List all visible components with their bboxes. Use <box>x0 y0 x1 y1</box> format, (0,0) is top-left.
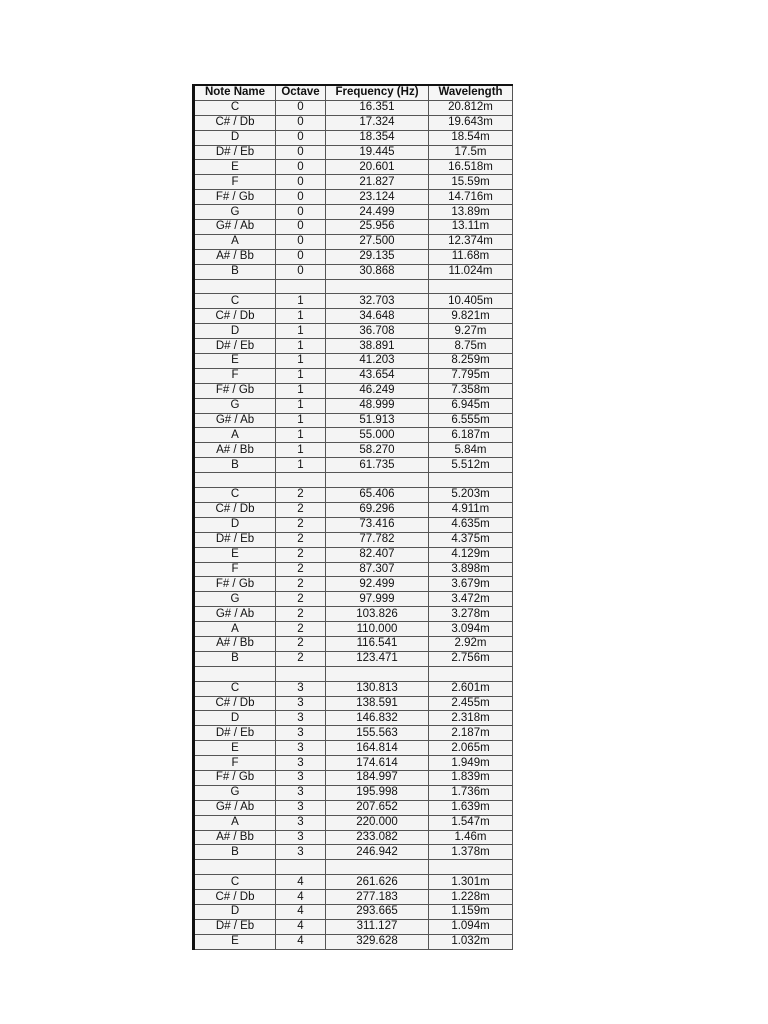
table-row <box>194 413 513 428</box>
octave-cell[interactable]: 0 <box>276 115 326 130</box>
note-name-cell[interactable]: A <box>194 428 276 443</box>
wavelength-cell[interactable]: 15.59m <box>429 175 513 190</box>
frequency-cell[interactable]: 103.826 <box>326 607 429 622</box>
note-name-cell[interactable]: E <box>194 934 276 949</box>
note-name-cell[interactable]: E <box>194 741 276 756</box>
frequency-cell[interactable]: 38.891 <box>326 339 429 354</box>
octave-cell[interactable]: 4 <box>276 919 326 934</box>
frequency-cell[interactable]: 130.813 <box>326 681 429 696</box>
table-row <box>194 145 513 160</box>
table-row <box>194 681 513 696</box>
octave-cell[interactable]: 1 <box>276 339 326 354</box>
octave-cell[interactable]: 3 <box>276 756 326 771</box>
table-row <box>194 562 513 577</box>
note-name-cell[interactable] <box>194 279 276 294</box>
note-name-cell[interactable]: G# / Ab <box>194 607 276 622</box>
octave-cell[interactable]: 3 <box>276 696 326 711</box>
table-row <box>194 428 513 443</box>
note-name-cell[interactable] <box>194 666 276 681</box>
frequency-cell[interactable]: 48.999 <box>326 398 429 413</box>
wavelength-cell[interactable]: 6.187m <box>429 428 513 443</box>
note-name-cell[interactable]: F <box>194 175 276 190</box>
octave-cell[interactable]: 3 <box>276 681 326 696</box>
frequency-cell[interactable]: 116.541 <box>326 636 429 651</box>
table-row <box>194 741 513 756</box>
frequency-cell[interactable]: 25.956 <box>326 220 429 235</box>
wavelength-cell[interactable]: 14.716m <box>429 190 513 205</box>
table-row <box>194 577 513 592</box>
note-name-cell[interactable]: F# / Gb <box>194 577 276 592</box>
frequency-cell[interactable]: 110.000 <box>326 622 429 637</box>
octave-cell[interactable]: 0 <box>276 175 326 190</box>
note-name-cell[interactable]: G# / Ab <box>194 800 276 815</box>
frequency-cell[interactable]: 87.307 <box>326 562 429 577</box>
wavelength-cell[interactable]: 1.301m <box>429 875 513 890</box>
wavelength-cell[interactable]: 4.375m <box>429 532 513 547</box>
octave-cell[interactable]: 1 <box>276 443 326 458</box>
frequency-cell[interactable]: 34.648 <box>326 309 429 324</box>
table-row <box>194 190 513 205</box>
table-row <box>194 651 513 666</box>
wavelength-cell[interactable]: 2.455m <box>429 696 513 711</box>
wavelength-cell[interactable]: 4.129m <box>429 547 513 562</box>
frequency-cell[interactable]: 155.563 <box>326 726 429 741</box>
table-row <box>194 175 513 190</box>
octave-cell[interactable]: 4 <box>276 904 326 919</box>
octave-cell[interactable]: 2 <box>276 517 326 532</box>
note-name-cell[interactable]: A <box>194 234 276 249</box>
octave-cell[interactable]: 2 <box>276 532 326 547</box>
octave-cell[interactable]: 1 <box>276 368 326 383</box>
frequency-cell[interactable]: 21.827 <box>326 175 429 190</box>
note-name-cell[interactable]: D# / Eb <box>194 145 276 160</box>
header-row <box>194 85 513 100</box>
table-row <box>194 354 513 369</box>
note-name-cell[interactable]: F <box>194 368 276 383</box>
note-name-cell[interactable]: C <box>194 294 276 309</box>
wavelength-cell[interactable]: 7.795m <box>429 368 513 383</box>
note-frequency-table <box>192 84 513 950</box>
note-name-cell[interactable] <box>194 473 276 488</box>
frequency-cell[interactable]: 24.499 <box>326 205 429 220</box>
octave-cell[interactable]: 0 <box>276 160 326 175</box>
wavelength-cell[interactable]: 3.472m <box>429 592 513 607</box>
blank-row <box>194 279 513 294</box>
table-row <box>194 592 513 607</box>
note-name-cell[interactable]: C <box>194 681 276 696</box>
octave-cell[interactable]: 1 <box>276 383 326 398</box>
wavelength-cell[interactable]: 1.46m <box>429 830 513 845</box>
note-name-cell[interactable]: A# / Bb <box>194 830 276 845</box>
wavelength-cell[interactable]: 1.839m <box>429 770 513 785</box>
octave-cell[interactable]: 0 <box>276 205 326 220</box>
table-row <box>194 726 513 741</box>
note-name-cell[interactable]: E <box>194 354 276 369</box>
table-row <box>194 130 513 145</box>
note-name-cell[interactable]: A# / Bb <box>194 249 276 264</box>
table-row <box>194 234 513 249</box>
wavelength-cell[interactable]: 2.601m <box>429 681 513 696</box>
note-name-cell[interactable]: C# / Db <box>194 502 276 517</box>
note-name-cell[interactable]: F <box>194 756 276 771</box>
frequency-cell[interactable]: 30.868 <box>326 264 429 279</box>
note-name-cell[interactable]: G <box>194 398 276 413</box>
table-row <box>194 934 513 949</box>
note-name-cell[interactable]: G <box>194 205 276 220</box>
note-name-cell[interactable]: C <box>194 488 276 503</box>
wavelength-cell[interactable]: 13.89m <box>429 205 513 220</box>
frequency-cell[interactable]: 18.354 <box>326 130 429 145</box>
table-row <box>194 502 513 517</box>
wavelength-cell[interactable]: 9.27m <box>429 324 513 339</box>
table-row <box>194 368 513 383</box>
note-name-cell[interactable]: B <box>194 264 276 279</box>
frequency-cell[interactable]: 41.203 <box>326 354 429 369</box>
table-row <box>194 547 513 562</box>
frequency-cell[interactable]: 293.665 <box>326 904 429 919</box>
frequency-cell[interactable]: 69.296 <box>326 502 429 517</box>
octave-cell[interactable]: 0 <box>276 220 326 235</box>
frequency-cell[interactable]: 16.351 <box>326 100 429 115</box>
table-row <box>194 324 513 339</box>
wavelength-cell[interactable]: 5.203m <box>429 488 513 503</box>
note-name-cell[interactable]: F# / Gb <box>194 770 276 785</box>
note-name-cell[interactable]: G <box>194 785 276 800</box>
table-row <box>194 890 513 905</box>
note-name-cell[interactable]: C <box>194 875 276 890</box>
octave-cell[interactable]: 2 <box>276 636 326 651</box>
frequency-cell[interactable]: 277.183 <box>326 890 429 905</box>
note-name-cell[interactable]: G <box>194 592 276 607</box>
table-row <box>194 830 513 845</box>
octave-cell[interactable]: 3 <box>276 785 326 800</box>
wavelength-cell[interactable]: 10.405m <box>429 294 513 309</box>
wavelength-cell[interactable]: 17.5m <box>429 145 513 160</box>
header-note-name[interactable]: Note Name <box>194 85 276 100</box>
note-name-cell[interactable]: A <box>194 815 276 830</box>
note-name-cell[interactable]: D <box>194 711 276 726</box>
octave-cell[interactable]: 2 <box>276 651 326 666</box>
table-row <box>194 904 513 919</box>
wavelength-cell[interactable]: 3.278m <box>429 607 513 622</box>
octave-cell[interactable] <box>276 279 326 294</box>
frequency-cell[interactable]: 261.626 <box>326 875 429 890</box>
frequency-cell[interactable]: 27.500 <box>326 234 429 249</box>
table-row <box>194 488 513 503</box>
octave-cell[interactable]: 2 <box>276 502 326 517</box>
frequency-cell[interactable] <box>326 473 429 488</box>
octave-cell[interactable]: 1 <box>276 354 326 369</box>
note-name-cell[interactable]: A <box>194 622 276 637</box>
table-row <box>194 517 513 532</box>
frequency-cell[interactable]: 65.406 <box>326 488 429 503</box>
octave-cell[interactable]: 0 <box>276 190 326 205</box>
wavelength-cell[interactable]: 5.84m <box>429 443 513 458</box>
note-name-cell[interactable] <box>194 860 276 875</box>
note-name-cell[interactable]: C <box>194 100 276 115</box>
table-row <box>194 115 513 130</box>
table-row <box>194 756 513 771</box>
frequency-cell[interactable]: 184.997 <box>326 770 429 785</box>
table-row <box>194 309 513 324</box>
note-name-cell[interactable]: D# / Eb <box>194 339 276 354</box>
frequency-cell[interactable]: 29.135 <box>326 249 429 264</box>
octave-cell[interactable] <box>276 666 326 681</box>
table-row <box>194 100 513 115</box>
wavelength-cell[interactable]: 8.75m <box>429 339 513 354</box>
octave-cell[interactable]: 3 <box>276 815 326 830</box>
frequency-cell[interactable]: 51.913 <box>326 413 429 428</box>
note-name-cell[interactable]: C# / Db <box>194 309 276 324</box>
blank-row <box>194 666 513 681</box>
note-name-cell[interactable]: E <box>194 160 276 175</box>
wavelength-cell[interactable]: 2.187m <box>429 726 513 741</box>
octave-cell[interactable]: 1 <box>276 458 326 473</box>
wavelength-cell[interactable]: 1.378m <box>429 845 513 860</box>
table-row <box>194 622 513 637</box>
octave-cell[interactable]: 1 <box>276 428 326 443</box>
frequency-cell[interactable]: 138.591 <box>326 696 429 711</box>
header-frequency[interactable]: Frequency (Hz) <box>326 85 429 100</box>
table-row <box>194 383 513 398</box>
wavelength-cell[interactable] <box>429 473 513 488</box>
octave-cell[interactable]: 3 <box>276 800 326 815</box>
wavelength-cell[interactable]: 1.547m <box>429 815 513 830</box>
octave-cell[interactable]: 3 <box>276 770 326 785</box>
octave-cell[interactable]: 3 <box>276 741 326 756</box>
table-row <box>194 607 513 622</box>
note-name-cell[interactable]: B <box>194 458 276 473</box>
wavelength-cell[interactable]: 6.945m <box>429 398 513 413</box>
octave-cell[interactable] <box>276 860 326 875</box>
table-row <box>194 443 513 458</box>
note-name-cell[interactable]: D <box>194 324 276 339</box>
octave-cell[interactable]: 3 <box>276 830 326 845</box>
octave-cell[interactable]: 1 <box>276 413 326 428</box>
wavelength-cell[interactable]: 1.094m <box>429 919 513 934</box>
wavelength-cell[interactable]: 6.555m <box>429 413 513 428</box>
frequency-cell[interactable]: 195.998 <box>326 785 429 800</box>
wavelength-cell[interactable]: 1.228m <box>429 890 513 905</box>
table-row <box>194 800 513 815</box>
table-row <box>194 205 513 220</box>
wavelength-cell[interactable]: 11.024m <box>429 264 513 279</box>
wavelength-cell[interactable]: 2.756m <box>429 651 513 666</box>
wavelength-cell[interactable]: 1.736m <box>429 785 513 800</box>
octave-cell[interactable] <box>276 473 326 488</box>
wavelength-cell[interactable]: 1.949m <box>429 756 513 771</box>
table-body <box>194 100 513 949</box>
frequency-cell[interactable]: 58.270 <box>326 443 429 458</box>
wavelength-cell[interactable]: 7.358m <box>429 383 513 398</box>
octave-cell[interactable]: 2 <box>276 607 326 622</box>
note-name-cell[interactable]: A# / Bb <box>194 443 276 458</box>
table-row <box>194 770 513 785</box>
octave-cell[interactable]: 3 <box>276 845 326 860</box>
note-name-cell[interactable]: C# / Db <box>194 115 276 130</box>
wavelength-cell[interactable]: 2.92m <box>429 636 513 651</box>
octave-cell[interactable]: 0 <box>276 234 326 249</box>
frequency-cell[interactable] <box>326 279 429 294</box>
wavelength-cell[interactable]: 19.643m <box>429 115 513 130</box>
frequency-cell[interactable]: 19.445 <box>326 145 429 160</box>
frequency-cell[interactable]: 246.942 <box>326 845 429 860</box>
octave-cell[interactable]: 4 <box>276 875 326 890</box>
wavelength-cell[interactable]: 12.374m <box>429 234 513 249</box>
note-name-cell[interactable]: D <box>194 517 276 532</box>
frequency-cell[interactable]: 20.601 <box>326 160 429 175</box>
note-name-cell[interactable]: E <box>194 547 276 562</box>
note-name-cell[interactable]: F <box>194 562 276 577</box>
frequency-cell[interactable]: 207.652 <box>326 800 429 815</box>
table-row <box>194 785 513 800</box>
table-row <box>194 711 513 726</box>
note-name-cell[interactable]: D# / Eb <box>194 726 276 741</box>
frequency-cell[interactable]: 46.249 <box>326 383 429 398</box>
octave-cell[interactable]: 4 <box>276 890 326 905</box>
wavelength-cell[interactable]: 11.68m <box>429 249 513 264</box>
table-row <box>194 339 513 354</box>
note-name-cell[interactable]: D# / Eb <box>194 919 276 934</box>
frequency-cell[interactable]: 146.832 <box>326 711 429 726</box>
wavelength-cell[interactable] <box>429 279 513 294</box>
table-row <box>194 845 513 860</box>
octave-cell[interactable]: 1 <box>276 324 326 339</box>
wavelength-cell[interactable]: 1.159m <box>429 904 513 919</box>
note-name-cell[interactable]: C# / Db <box>194 890 276 905</box>
octave-cell[interactable]: 2 <box>276 547 326 562</box>
table-row <box>194 220 513 235</box>
table-row <box>194 696 513 711</box>
octave-cell[interactable]: 2 <box>276 562 326 577</box>
frequency-cell[interactable]: 73.416 <box>326 517 429 532</box>
wavelength-cell[interactable]: 8.259m <box>429 354 513 369</box>
frequency-cell[interactable]: 92.499 <box>326 577 429 592</box>
frequency-cell[interactable]: 329.628 <box>326 934 429 949</box>
frequency-cell[interactable]: 43.654 <box>326 368 429 383</box>
frequency-cell[interactable]: 164.814 <box>326 741 429 756</box>
note-name-cell[interactable]: B <box>194 845 276 860</box>
frequency-cell[interactable]: 23.124 <box>326 190 429 205</box>
octave-cell[interactable]: 0 <box>276 249 326 264</box>
table-row <box>194 458 513 473</box>
frequency-cell[interactable]: 123.471 <box>326 651 429 666</box>
note-name-cell[interactable]: D <box>194 904 276 919</box>
frequency-cell[interactable]: 36.708 <box>326 324 429 339</box>
frequency-cell[interactable]: 32.703 <box>326 294 429 309</box>
wavelength-cell[interactable]: 3.898m <box>429 562 513 577</box>
octave-cell[interactable]: 1 <box>276 294 326 309</box>
octave-cell[interactable]: 0 <box>276 130 326 145</box>
note-name-cell[interactable]: C# / Db <box>194 696 276 711</box>
frequency-cell[interactable]: 311.127 <box>326 919 429 934</box>
octave-cell[interactable]: 1 <box>276 398 326 413</box>
frequency-cell[interactable]: 82.407 <box>326 547 429 562</box>
octave-cell[interactable]: 2 <box>276 592 326 607</box>
octave-cell[interactable]: 0 <box>276 264 326 279</box>
note-name-cell[interactable]: F# / Gb <box>194 383 276 398</box>
wavelength-cell[interactable]: 16.518m <box>429 160 513 175</box>
frequency-cell[interactable]: 61.735 <box>326 458 429 473</box>
octave-cell[interactable]: 3 <box>276 711 326 726</box>
wavelength-cell[interactable] <box>429 860 513 875</box>
table-row <box>194 249 513 264</box>
frequency-cell[interactable]: 77.782 <box>326 532 429 547</box>
wavelength-cell[interactable]: 2.065m <box>429 741 513 756</box>
frequency-cell[interactable]: 55.000 <box>326 428 429 443</box>
wavelength-cell[interactable]: 2.318m <box>429 711 513 726</box>
wavelength-cell[interactable]: 13.11m <box>429 220 513 235</box>
table-row <box>194 919 513 934</box>
wavelength-cell[interactable]: 9.821m <box>429 309 513 324</box>
frequency-cell[interactable]: 220.000 <box>326 815 429 830</box>
table-row <box>194 264 513 279</box>
frequency-cell[interactable]: 174.614 <box>326 756 429 771</box>
wavelength-cell[interactable]: 3.679m <box>429 577 513 592</box>
header-octave[interactable]: Octave <box>276 85 326 100</box>
octave-cell[interactable]: 3 <box>276 726 326 741</box>
table-row <box>194 532 513 547</box>
note-name-cell[interactable]: A# / Bb <box>194 636 276 651</box>
wavelength-cell[interactable] <box>429 666 513 681</box>
note-name-cell[interactable]: D# / Eb <box>194 532 276 547</box>
note-name-cell[interactable]: F# / Gb <box>194 190 276 205</box>
wavelength-cell[interactable]: 20.812m <box>429 100 513 115</box>
table-row <box>194 636 513 651</box>
frequency-cell[interactable] <box>326 666 429 681</box>
note-name-cell[interactable]: B <box>194 651 276 666</box>
octave-cell[interactable]: 0 <box>276 100 326 115</box>
octave-cell[interactable]: 2 <box>276 488 326 503</box>
octave-cell[interactable]: 4 <box>276 934 326 949</box>
octave-cell[interactable]: 2 <box>276 577 326 592</box>
wavelength-cell[interactable]: 3.094m <box>429 622 513 637</box>
octave-cell[interactable]: 0 <box>276 145 326 160</box>
table-row <box>194 160 513 175</box>
wavelength-cell[interactable]: 1.639m <box>429 800 513 815</box>
blank-row <box>194 473 513 488</box>
wavelength-cell[interactable]: 4.911m <box>429 502 513 517</box>
frequency-cell[interactable]: 233.082 <box>326 830 429 845</box>
wavelength-cell[interactable]: 4.635m <box>429 517 513 532</box>
table-row <box>194 875 513 890</box>
header-wavelength[interactable]: Wavelength <box>429 85 513 100</box>
frequency-cell[interactable]: 97.999 <box>326 592 429 607</box>
octave-cell[interactable]: 2 <box>276 622 326 637</box>
note-name-cell[interactable]: D <box>194 130 276 145</box>
table-row <box>194 294 513 309</box>
table-row <box>194 398 513 413</box>
blank-row <box>194 860 513 875</box>
note-name-cell[interactable]: G# / Ab <box>194 413 276 428</box>
table-row <box>194 815 513 830</box>
wavelength-cell[interactable]: 5.512m <box>429 458 513 473</box>
note-name-cell[interactable]: G# / Ab <box>194 220 276 235</box>
frequency-cell[interactable] <box>326 860 429 875</box>
frequency-cell[interactable]: 17.324 <box>326 115 429 130</box>
wavelength-cell[interactable]: 18.54m <box>429 130 513 145</box>
octave-cell[interactable]: 1 <box>276 309 326 324</box>
wavelength-cell[interactable]: 1.032m <box>429 934 513 949</box>
